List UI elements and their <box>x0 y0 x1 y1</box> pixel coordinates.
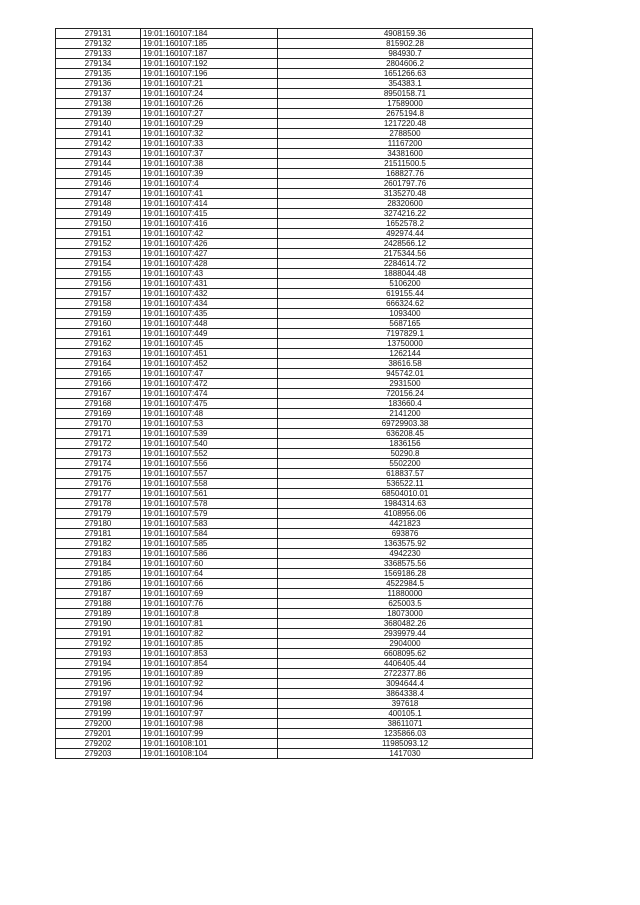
value-cell: 2939979.44 <box>278 629 533 639</box>
row-number-cell: 279158 <box>56 299 141 309</box>
value-cell: 3864338.4 <box>278 689 533 699</box>
row-number-cell: 279141 <box>56 129 141 139</box>
row-number-cell: 279164 <box>56 359 141 369</box>
row-number-cell: 279182 <box>56 539 141 549</box>
cadastral-number-cell: 19:01:160107:434 <box>141 299 278 309</box>
cadastral-number-cell: 19:01:160107:94 <box>141 689 278 699</box>
row-number-cell: 279157 <box>56 289 141 299</box>
value-cell: 1569186.28 <box>278 569 533 579</box>
value-cell: 2601797.76 <box>278 179 533 189</box>
row-number-cell: 279160 <box>56 319 141 329</box>
row-number-cell: 279172 <box>56 439 141 449</box>
table-row <box>56 509 533 519</box>
value-cell: 3135270.48 <box>278 189 533 199</box>
row-number-cell: 279168 <box>56 399 141 409</box>
row-number-cell: 279131 <box>56 29 141 39</box>
cadastral-number-cell: 19:01:160107:187 <box>141 49 278 59</box>
cadastral-number-cell: 19:01:160107:426 <box>141 239 278 249</box>
cadastral-number-cell: 19:01:160107:37 <box>141 149 278 159</box>
value-cell: 2675194.8 <box>278 109 533 119</box>
table-row <box>56 249 533 259</box>
value-cell: 1417030 <box>278 749 533 759</box>
cadastral-number-cell: 19:01:160107:48 <box>141 409 278 419</box>
cadastral-number-cell: 19:01:160107:96 <box>141 699 278 709</box>
cadastral-number-cell: 19:01:160107:584 <box>141 529 278 539</box>
row-number-cell: 279147 <box>56 189 141 199</box>
cadastral-number-cell: 19:01:160107:431 <box>141 279 278 289</box>
row-number-cell: 279202 <box>56 739 141 749</box>
table-row <box>56 489 533 499</box>
table-row <box>56 569 533 579</box>
table-row <box>56 389 533 399</box>
cadastral-number-cell: 19:01:160107:435 <box>141 309 278 319</box>
value-cell: 21511500.5 <box>278 159 533 169</box>
table-row <box>56 239 533 249</box>
row-number-cell: 279153 <box>56 249 141 259</box>
table-row <box>56 409 533 419</box>
table-row <box>56 289 533 299</box>
value-cell: 693876 <box>278 529 533 539</box>
table-row <box>56 579 533 589</box>
table-row <box>56 49 533 59</box>
value-cell: 2931500 <box>278 379 533 389</box>
cadastral-number-cell: 19:01:160107:76 <box>141 599 278 609</box>
row-number-cell: 279181 <box>56 529 141 539</box>
value-cell: 397618 <box>278 699 533 709</box>
table-row <box>56 189 533 199</box>
table-row <box>56 539 533 549</box>
cadastral-number-cell: 19:01:160107:578 <box>141 499 278 509</box>
cadastral-number-cell: 19:01:160107:427 <box>141 249 278 259</box>
value-cell: 4522984.5 <box>278 579 533 589</box>
row-number-cell: 279162 <box>56 339 141 349</box>
value-cell: 8950158.71 <box>278 89 533 99</box>
row-number-cell: 279150 <box>56 219 141 229</box>
table-row <box>56 219 533 229</box>
cadastral-number-cell: 19:01:160107:8 <box>141 609 278 619</box>
row-number-cell: 279185 <box>56 569 141 579</box>
row-number-cell: 279170 <box>56 419 141 429</box>
table-row <box>56 119 533 129</box>
row-number-cell: 279133 <box>56 49 141 59</box>
table-row <box>56 499 533 509</box>
row-number-cell: 279194 <box>56 659 141 669</box>
row-number-cell: 279167 <box>56 389 141 399</box>
value-cell: 3094644.4 <box>278 679 533 689</box>
row-number-cell: 279197 <box>56 689 141 699</box>
value-cell: 619155.44 <box>278 289 533 299</box>
cadastral-number-cell: 19:01:160107:82 <box>141 629 278 639</box>
value-cell: 183660.4 <box>278 399 533 409</box>
value-cell: 11985093.12 <box>278 739 533 749</box>
row-number-cell: 279137 <box>56 89 141 99</box>
table-row <box>56 399 533 409</box>
row-number-cell: 279193 <box>56 649 141 659</box>
table-row <box>56 559 533 569</box>
cadastral-number-cell: 19:01:160107:33 <box>141 139 278 149</box>
table-row <box>56 229 533 239</box>
table-row <box>56 199 533 209</box>
table-row <box>56 669 533 679</box>
row-number-cell: 279189 <box>56 609 141 619</box>
cadastral-number-cell: 19:01:160107:39 <box>141 169 278 179</box>
table-row <box>56 159 533 169</box>
table-body <box>56 29 533 759</box>
value-cell: 2722377.86 <box>278 669 533 679</box>
row-number-cell: 279203 <box>56 749 141 759</box>
row-number-cell: 279163 <box>56 349 141 359</box>
table-row <box>56 69 533 79</box>
cadastral-number-cell: 19:01:160107:472 <box>141 379 278 389</box>
table-row <box>56 619 533 629</box>
table-row <box>56 379 533 389</box>
cadastral-number-cell: 19:01:160107:414 <box>141 199 278 209</box>
row-number-cell: 279136 <box>56 79 141 89</box>
cadastral-number-cell: 19:01:160107:474 <box>141 389 278 399</box>
row-number-cell: 279165 <box>56 369 141 379</box>
table-row <box>56 649 533 659</box>
row-number-cell: 279190 <box>56 619 141 629</box>
value-cell: 1888044.48 <box>278 269 533 279</box>
value-cell: 400105.1 <box>278 709 533 719</box>
value-cell: 1217220.48 <box>278 119 533 129</box>
value-cell: 1984314.63 <box>278 499 533 509</box>
value-cell: 68504010.01 <box>278 489 533 499</box>
table-row <box>56 529 533 539</box>
table-row <box>56 449 533 459</box>
value-cell: 1262144 <box>278 349 533 359</box>
cadastral-number-cell: 19:01:160107:416 <box>141 219 278 229</box>
cadastral-number-cell: 19:01:160107:43 <box>141 269 278 279</box>
table-row <box>56 339 533 349</box>
value-cell: 636208.45 <box>278 429 533 439</box>
cadastral-number-cell: 19:01:160107:21 <box>141 79 278 89</box>
value-cell: 492974.44 <box>278 229 533 239</box>
row-number-cell: 279175 <box>56 469 141 479</box>
row-number-cell: 279138 <box>56 99 141 109</box>
table-row <box>56 59 533 69</box>
cadastral-number-cell: 19:01:160107:432 <box>141 289 278 299</box>
cadastral-number-cell: 19:01:160107:47 <box>141 369 278 379</box>
value-cell: 666324.62 <box>278 299 533 309</box>
row-number-cell: 279174 <box>56 459 141 469</box>
value-cell: 984930.7 <box>278 49 533 59</box>
value-cell: 2804606.2 <box>278 59 533 69</box>
value-cell: 11880000 <box>278 589 533 599</box>
value-cell: 4908159.36 <box>278 29 533 39</box>
cadastral-number-cell: 19:01:160107:540 <box>141 439 278 449</box>
cadastral-number-cell: 19:01:160107:26 <box>141 99 278 109</box>
table-row <box>56 349 533 359</box>
row-number-cell: 279199 <box>56 709 141 719</box>
value-cell: 1651266.63 <box>278 69 533 79</box>
cadastral-number-cell: 19:01:160107:556 <box>141 459 278 469</box>
value-cell: 11167200 <box>278 139 533 149</box>
cadastral-number-cell: 19:01:160107:451 <box>141 349 278 359</box>
row-number-cell: 279143 <box>56 149 141 159</box>
value-cell: 354383.1 <box>278 79 533 89</box>
cadastral-number-cell: 19:01:160107:98 <box>141 719 278 729</box>
table-row <box>56 209 533 219</box>
cadastral-number-cell: 19:01:160107:4 <box>141 179 278 189</box>
cadastral-number-cell: 19:01:160107:585 <box>141 539 278 549</box>
row-number-cell: 279152 <box>56 239 141 249</box>
cadastral-number-cell: 19:01:160107:449 <box>141 329 278 339</box>
table-row <box>56 629 533 639</box>
table-row <box>56 709 533 719</box>
table-row <box>56 459 533 469</box>
value-cell: 38611071 <box>278 719 533 729</box>
value-cell: 815902.28 <box>278 39 533 49</box>
table-row <box>56 599 533 609</box>
table-row <box>56 29 533 39</box>
cadastral-number-cell: 19:01:160107:448 <box>141 319 278 329</box>
cadastral-number-cell: 19:01:160107:42 <box>141 229 278 239</box>
row-number-cell: 279166 <box>56 379 141 389</box>
table-row <box>56 99 533 109</box>
value-cell: 4942230 <box>278 549 533 559</box>
cadastral-number-cell: 19:01:160107:583 <box>141 519 278 529</box>
cadastral-number-cell: 19:01:160107:558 <box>141 479 278 489</box>
table-row <box>56 519 533 529</box>
cadastral-number-cell: 19:01:160107:853 <box>141 649 278 659</box>
row-number-cell: 279135 <box>56 69 141 79</box>
row-number-cell: 279187 <box>56 589 141 599</box>
value-cell: 13750000 <box>278 339 533 349</box>
cadastral-number-cell: 19:01:160107:32 <box>141 129 278 139</box>
value-cell: 34381600 <box>278 149 533 159</box>
row-number-cell: 279198 <box>56 699 141 709</box>
cadastral-number-cell: 19:01:160107:66 <box>141 579 278 589</box>
row-number-cell: 279201 <box>56 729 141 739</box>
value-cell: 1093400 <box>278 309 533 319</box>
table-row <box>56 149 533 159</box>
table-row <box>56 129 533 139</box>
row-number-cell: 279180 <box>56 519 141 529</box>
table-row <box>56 609 533 619</box>
cadastral-number-cell: 19:01:160107:552 <box>141 449 278 459</box>
row-number-cell: 279186 <box>56 579 141 589</box>
row-number-cell: 279156 <box>56 279 141 289</box>
value-cell: 618837.57 <box>278 469 533 479</box>
value-cell: 28320600 <box>278 199 533 209</box>
value-cell: 625003.5 <box>278 599 533 609</box>
row-number-cell: 279169 <box>56 409 141 419</box>
table-row <box>56 549 533 559</box>
table-row <box>56 299 533 309</box>
cadastral-number-cell: 19:01:160107:196 <box>141 69 278 79</box>
cadastral-number-cell: 19:01:160107:184 <box>141 29 278 39</box>
cadastral-number-cell: 19:01:160107:475 <box>141 399 278 409</box>
table-row <box>56 109 533 119</box>
cadastral-number-cell: 19:01:160107:27 <box>141 109 278 119</box>
table-row <box>56 479 533 489</box>
row-number-cell: 279184 <box>56 559 141 569</box>
row-number-cell: 279176 <box>56 479 141 489</box>
table-row <box>56 309 533 319</box>
value-cell: 720156.24 <box>278 389 533 399</box>
cadastral-number-cell: 19:01:160107:38 <box>141 159 278 169</box>
value-cell: 2175344.56 <box>278 249 533 259</box>
row-number-cell: 279144 <box>56 159 141 169</box>
row-number-cell: 279183 <box>56 549 141 559</box>
cadastral-number-cell: 19:01:160108:104 <box>141 749 278 759</box>
table-row <box>56 359 533 369</box>
table-row <box>56 419 533 429</box>
value-cell: 17589000 <box>278 99 533 109</box>
value-cell: 1652578.2 <box>278 219 533 229</box>
row-number-cell: 279192 <box>56 639 141 649</box>
value-cell: 50290.8 <box>278 449 533 459</box>
cadastral-number-cell: 19:01:160107:192 <box>141 59 278 69</box>
table-row <box>56 699 533 709</box>
cadastral-number-cell: 19:01:160107:579 <box>141 509 278 519</box>
row-number-cell: 279154 <box>56 259 141 269</box>
table-row <box>56 439 533 449</box>
cadastral-number-cell: 19:01:160107:452 <box>141 359 278 369</box>
value-cell: 2904000 <box>278 639 533 649</box>
row-number-cell: 279149 <box>56 209 141 219</box>
table-row <box>56 139 533 149</box>
table-row <box>56 749 533 759</box>
row-number-cell: 279155 <box>56 269 141 279</box>
table-row <box>56 179 533 189</box>
row-number-cell: 279195 <box>56 669 141 679</box>
cadastral-number-cell: 19:01:160107:539 <box>141 429 278 439</box>
row-number-cell: 279161 <box>56 329 141 339</box>
value-cell: 4406405.44 <box>278 659 533 669</box>
row-number-cell: 279145 <box>56 169 141 179</box>
table-row <box>56 679 533 689</box>
table-row <box>56 739 533 749</box>
row-number-cell: 279177 <box>56 489 141 499</box>
table-row <box>56 659 533 669</box>
table-row <box>56 719 533 729</box>
cadastral-number-cell: 19:01:160107:41 <box>141 189 278 199</box>
cadastral-number-cell: 19:01:160107:89 <box>141 669 278 679</box>
table-row <box>56 639 533 649</box>
value-cell: 2284614.72 <box>278 259 533 269</box>
table-row <box>56 319 533 329</box>
cadastral-number-cell: 19:01:160107:69 <box>141 589 278 599</box>
table-row <box>56 329 533 339</box>
row-number-cell: 279142 <box>56 139 141 149</box>
row-number-cell: 279159 <box>56 309 141 319</box>
cadastral-number-cell: 19:01:160107:586 <box>141 549 278 559</box>
value-cell: 1363575.92 <box>278 539 533 549</box>
cadastral-number-cell: 19:01:160107:561 <box>141 489 278 499</box>
table-row <box>56 369 533 379</box>
row-number-cell: 279196 <box>56 679 141 689</box>
table-row <box>56 469 533 479</box>
value-cell: 3368575.56 <box>278 559 533 569</box>
table-row <box>56 279 533 289</box>
value-cell: 38616.58 <box>278 359 533 369</box>
cadastral-number-cell: 19:01:160107:24 <box>141 89 278 99</box>
table-row <box>56 429 533 439</box>
row-number-cell: 279188 <box>56 599 141 609</box>
value-cell: 3274216.22 <box>278 209 533 219</box>
value-cell: 3680482.26 <box>278 619 533 629</box>
cadastral-number-cell: 19:01:160107:92 <box>141 679 278 689</box>
row-number-cell: 279148 <box>56 199 141 209</box>
cadastral-number-cell: 19:01:160108:101 <box>141 739 278 749</box>
value-cell: 1235866.03 <box>278 729 533 739</box>
cadastral-number-cell: 19:01:160107:415 <box>141 209 278 219</box>
table-row <box>56 89 533 99</box>
cadastral-number-cell: 19:01:160107:428 <box>141 259 278 269</box>
cadastral-number-cell: 19:01:160107:97 <box>141 709 278 719</box>
value-cell: 536522.11 <box>278 479 533 489</box>
cadastral-number-cell: 19:01:160107:81 <box>141 619 278 629</box>
cadastral-value-table <box>55 28 533 759</box>
value-cell: 2141200 <box>278 409 533 419</box>
cadastral-number-cell: 19:01:160107:85 <box>141 639 278 649</box>
row-number-cell: 279139 <box>56 109 141 119</box>
cadastral-number-cell: 19:01:160107:60 <box>141 559 278 569</box>
value-cell: 2788500 <box>278 129 533 139</box>
table-row <box>56 169 533 179</box>
row-number-cell: 279140 <box>56 119 141 129</box>
value-cell: 1836156 <box>278 439 533 449</box>
table-row <box>56 729 533 739</box>
cadastral-number-cell: 19:01:160107:854 <box>141 659 278 669</box>
table-row <box>56 589 533 599</box>
value-cell: 2428566.12 <box>278 239 533 249</box>
table-row <box>56 259 533 269</box>
row-number-cell: 279134 <box>56 59 141 69</box>
value-cell: 5106200 <box>278 279 533 289</box>
row-number-cell: 279200 <box>56 719 141 729</box>
table-row <box>56 689 533 699</box>
table-row <box>56 39 533 49</box>
cadastral-number-cell: 19:01:160107:185 <box>141 39 278 49</box>
cadastral-number-cell: 19:01:160107:99 <box>141 729 278 739</box>
row-number-cell: 279151 <box>56 229 141 239</box>
row-number-cell: 279173 <box>56 449 141 459</box>
cadastral-number-cell: 19:01:160107:557 <box>141 469 278 479</box>
cadastral-number-cell: 19:01:160107:53 <box>141 419 278 429</box>
table-row <box>56 269 533 279</box>
value-cell: 945742.01 <box>278 369 533 379</box>
value-cell: 7197829.1 <box>278 329 533 339</box>
value-cell: 5687165 <box>278 319 533 329</box>
row-number-cell: 279179 <box>56 509 141 519</box>
value-cell: 4108956.06 <box>278 509 533 519</box>
row-number-cell: 279146 <box>56 179 141 189</box>
value-cell: 18073000 <box>278 609 533 619</box>
cadastral-number-cell: 19:01:160107:29 <box>141 119 278 129</box>
cadastral-number-cell: 19:01:160107:64 <box>141 569 278 579</box>
value-cell: 168827.76 <box>278 169 533 179</box>
value-cell: 6608095.62 <box>278 649 533 659</box>
row-number-cell: 279171 <box>56 429 141 439</box>
value-cell: 5502200 <box>278 459 533 469</box>
row-number-cell: 279132 <box>56 39 141 49</box>
row-number-cell: 279191 <box>56 629 141 639</box>
cadastral-number-cell: 19:01:160107:45 <box>141 339 278 349</box>
value-cell: 4421823 <box>278 519 533 529</box>
row-number-cell: 279178 <box>56 499 141 509</box>
value-cell: 69729903.38 <box>278 419 533 429</box>
table-row <box>56 79 533 89</box>
